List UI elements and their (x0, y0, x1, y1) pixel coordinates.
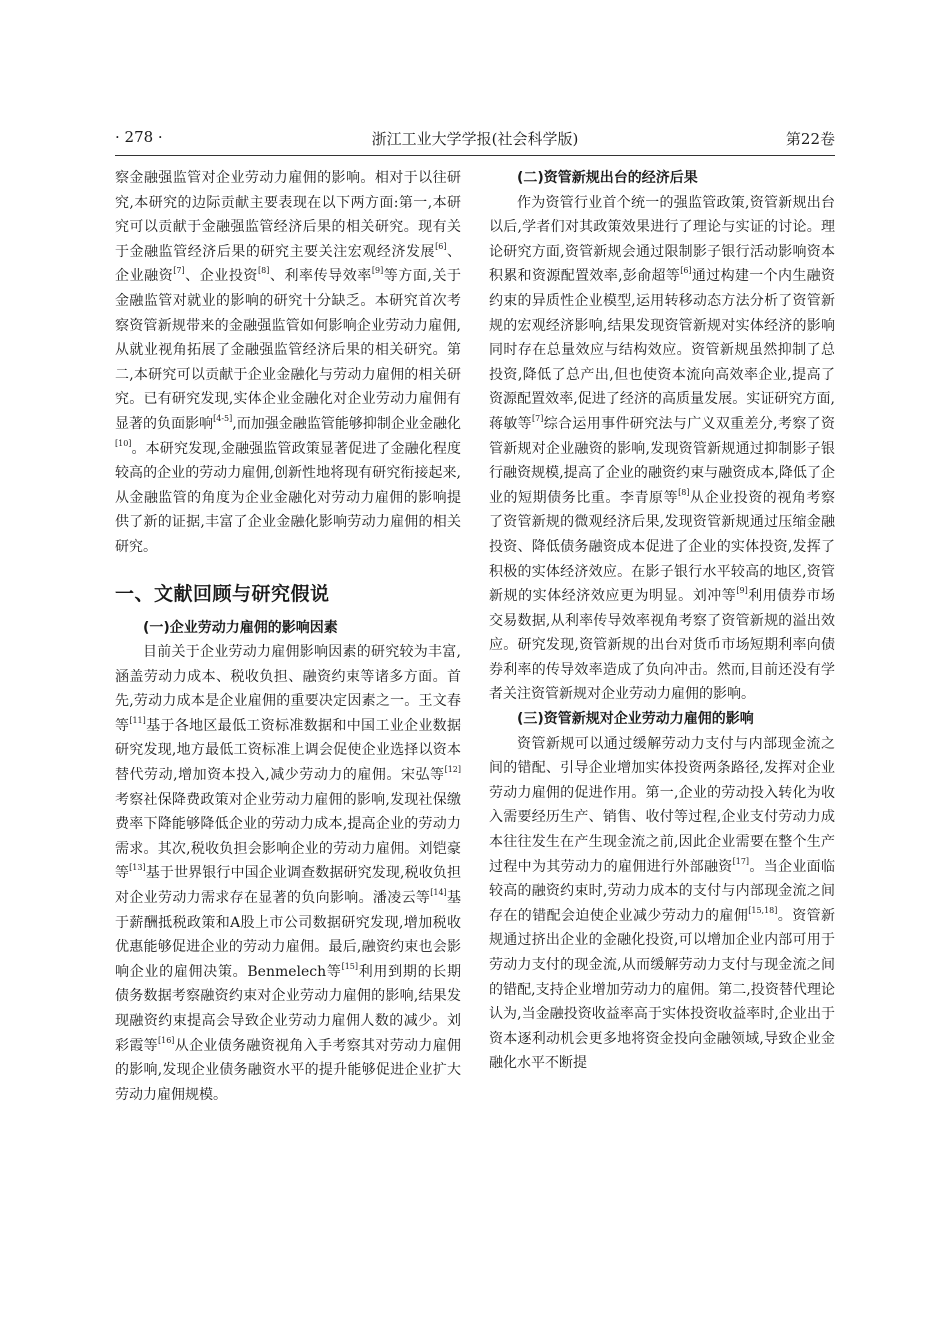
text-run: 综合运用事件研究法与广义双重差分,考察了资管新规对企业融资的影响,发现资管新规通过抑制影子银行融资规模,提高了企业的融资约束与融资成本,降低了企业的短期债务比重。李青原等 (489, 415, 836, 506)
text-run: 、利率传导效率 (269, 268, 372, 285)
text-run: ,而加强金融监管能够抑制企业金融化 (232, 415, 462, 432)
text-run: 。资管新规通过挤出企业的金融化投资,可以增加企业内部可用于劳动力支付的现金流,从而缓解劳动力支付与现金流之间的错配,支持企业增加劳动力的雇佣。第二,投资替代理论认为,当金融投资收益率高于实体投资收益率时,企业出于资本逐利动机会更多地将资金投向金融领域,导致企业金融化水平不断提 (489, 907, 836, 1072)
page-header (115, 124, 835, 154)
citation: [14] (430, 888, 447, 898)
header-rule (115, 155, 835, 156)
citation: [10] (115, 438, 132, 448)
citation: [4-5] (213, 413, 233, 423)
text-run: 察金融强监管对企业劳动力雇佣的影响。相对于以往研究,本研究的边际贡献主要表现在以下两方面:第一,本研究可以贡献于金融强监管经济后果的相关研究。现有关于金融监管经济后果的研究主要关注宏观经济发展 (115, 170, 461, 260)
citation: [12] (444, 765, 461, 775)
citation: [15,18] (748, 905, 778, 915)
citation: [16] (158, 1035, 175, 1045)
subsection-heading: (二)资管新规出台的经济后果 (517, 170, 698, 186)
text-run: 、企业投资 (184, 268, 258, 285)
citation: [15] (341, 961, 359, 971)
text-run: 从企业债务融资视角入手考察其对劳动力雇佣的影响,发现企业债务融资水平的提升能够促进企业扩大劳动力雇佣规模。 (115, 1037, 462, 1103)
page-number: · 278 · (115, 128, 163, 146)
text-run: 基于世界银行中国企业调查数据研究发现,税收负担对企业劳动力需求存在显著的负向影响。潘凌云等 (115, 865, 462, 907)
text-run: 资管新规可以通过缓解劳动力支付与内部现金流之间的错配、引导企业增加实体投资两条路径,发挥对企业劳动力雇佣的促进作用。第一,企业的劳动投入转化为收入需要经历生产、销售、收付等过程,企业支付劳动力成本往往发生在产生现金流之前,因此企业需要在整个生产过程中为其劳动力的雇佣进行外部融资 (489, 735, 835, 875)
citation: [8] (678, 487, 690, 497)
citation: [13] (129, 863, 146, 873)
left-column (115, 166, 461, 1107)
text-run: 等方面,关于金融监管对就业的影响的研究十分缺乏。本研究首次考察资管新规带来的金融强监管如何影响企业劳动力雇佣,从就业视角拓展了金融强监管经济后果的相关研究。第二,本研究可以贡献于企业金融化与劳动力雇佣的相关研究。已有研究发现,实体企业金融化对企业劳动力雇佣有显著的负面影响 (115, 268, 462, 432)
citation: [7] (173, 266, 185, 276)
citation: [9] (371, 266, 384, 276)
text-run: 基于薪酬抵税政策和A股上市公司数据研究发现,增加税收优惠能够促进企业的劳动力雇佣。最后,融资约束也会影响企业的雇佣决策。Benmelech等 (115, 890, 462, 980)
citation: [6] (680, 266, 692, 276)
left-paragraph-determinants (115, 640, 461, 1107)
text-run: 利用到期的长期债务数据考察融资约束对企业劳动力雇佣的影响,结果发现融资约束提高会导致企业劳动力雇佣人数的减少。刘彩霞等 (115, 963, 461, 1054)
citation: [7] (532, 413, 544, 423)
text-run: 。当企业面临较高的融资约束时,劳动力成本的支付与内部现金流之间存在的错配会迫使企业减少劳动力的雇佣 (489, 858, 836, 924)
right-paragraph-consequences (489, 191, 835, 707)
citation: [11] (129, 715, 146, 725)
text-run: 基于各地区最低工资标准数据和中国工业企业数据研究发现,地方最低工资标准上调会促使企业选择以资本替代劳动,增加资本投入,减少劳动力的雇佣。宋弘等 (115, 717, 462, 784)
text-run: 、企业融资 (115, 243, 462, 285)
text-run: 作为资管行业首个统一的强监管政策,资管新规出台以后,学者们对其政策效果进行了理论与实证的讨论。理论研究方面,资管新规会通过限制影子银行活动影响资本积累和资源配置效率,彭俞超等 (489, 194, 835, 285)
subsection-heading: (一)企业劳动力雇佣的影响因素 (143, 619, 338, 636)
text-run: 利用债券市场交易数据,从利率传导效率视角考察了资管新规的溢出效应。研究发现,资管新规的出台对货币市场短期利率向债券利率的传导效率造成了负向冲击。然而,目前还没有学者关注资管新规对企业劳动力雇佣的影响。 (489, 588, 836, 703)
citation: [8] (258, 266, 270, 276)
section-heading: 一、文献回顾与研究假说 (115, 582, 330, 605)
citation: [17] (732, 856, 750, 866)
subsection-heading: (三)资管新规对企业劳动力雇佣的影响 (517, 711, 754, 728)
journal-title: 浙江工业大学学报(社会科学版) (371, 130, 579, 148)
right-column (489, 166, 835, 1076)
left-paragraph-contributions (115, 166, 461, 560)
citation: [9] (736, 586, 748, 596)
right-paragraph-mechanism (489, 732, 835, 1076)
text-run: 目前关于企业劳动力雇佣影响因素的研究较为丰富,涵盖劳动力成本、税收负担、融资约束等诸多方面。首先,劳动力成本是企业雇佣的重要决定因素之一。王文春等 (115, 644, 461, 734)
text-run: 考察社保降费政策对企业劳动力雇佣的影响,发现社保缴费率下降能够降低企业的劳动力成本,提高企业的劳动力需求。其次,税收负担会影响企业的劳动力雇佣。刘铠豪等 (115, 791, 461, 882)
text-run: 。本研究发现,金融强监管政策显著促进了金融化程度较高的企业的劳动力雇佣,创新性地将现有研究衔接起来,从金融监管的角度为企业金融化对劳动力雇佣的影响提供了新的证据,丰富了企业金融化影响劳动力雇佣的相关研究。 (115, 440, 461, 555)
text-run: 通过构建一个内生融资约束的异质性企业模型,运用转移动态方法分析了资管新规的宏观经济影响,结果发现资管新规对实体经济的影响同时存在总量效应与结构效应。资管新规虽然抑制了总投资,降低了总产出,但也使资本流向高效率企业,提高了资源配置效率,促进了经济的高质量发展。实证研究方面,蒋敏等 (489, 268, 836, 432)
citation: [6] (435, 241, 447, 251)
text-run: 从企业投资的视角考察了资管新规的微观经济后果,发现资管新规通过压缩金融投资、降低债务融资成本促进了企业的实体投资,发挥了积极的实体经济效应。在影子银行水平较高的地区,资管新规的实体经济效应更为明显。刘冲等 (489, 489, 836, 605)
volume-label: 第22卷 (785, 130, 835, 148)
